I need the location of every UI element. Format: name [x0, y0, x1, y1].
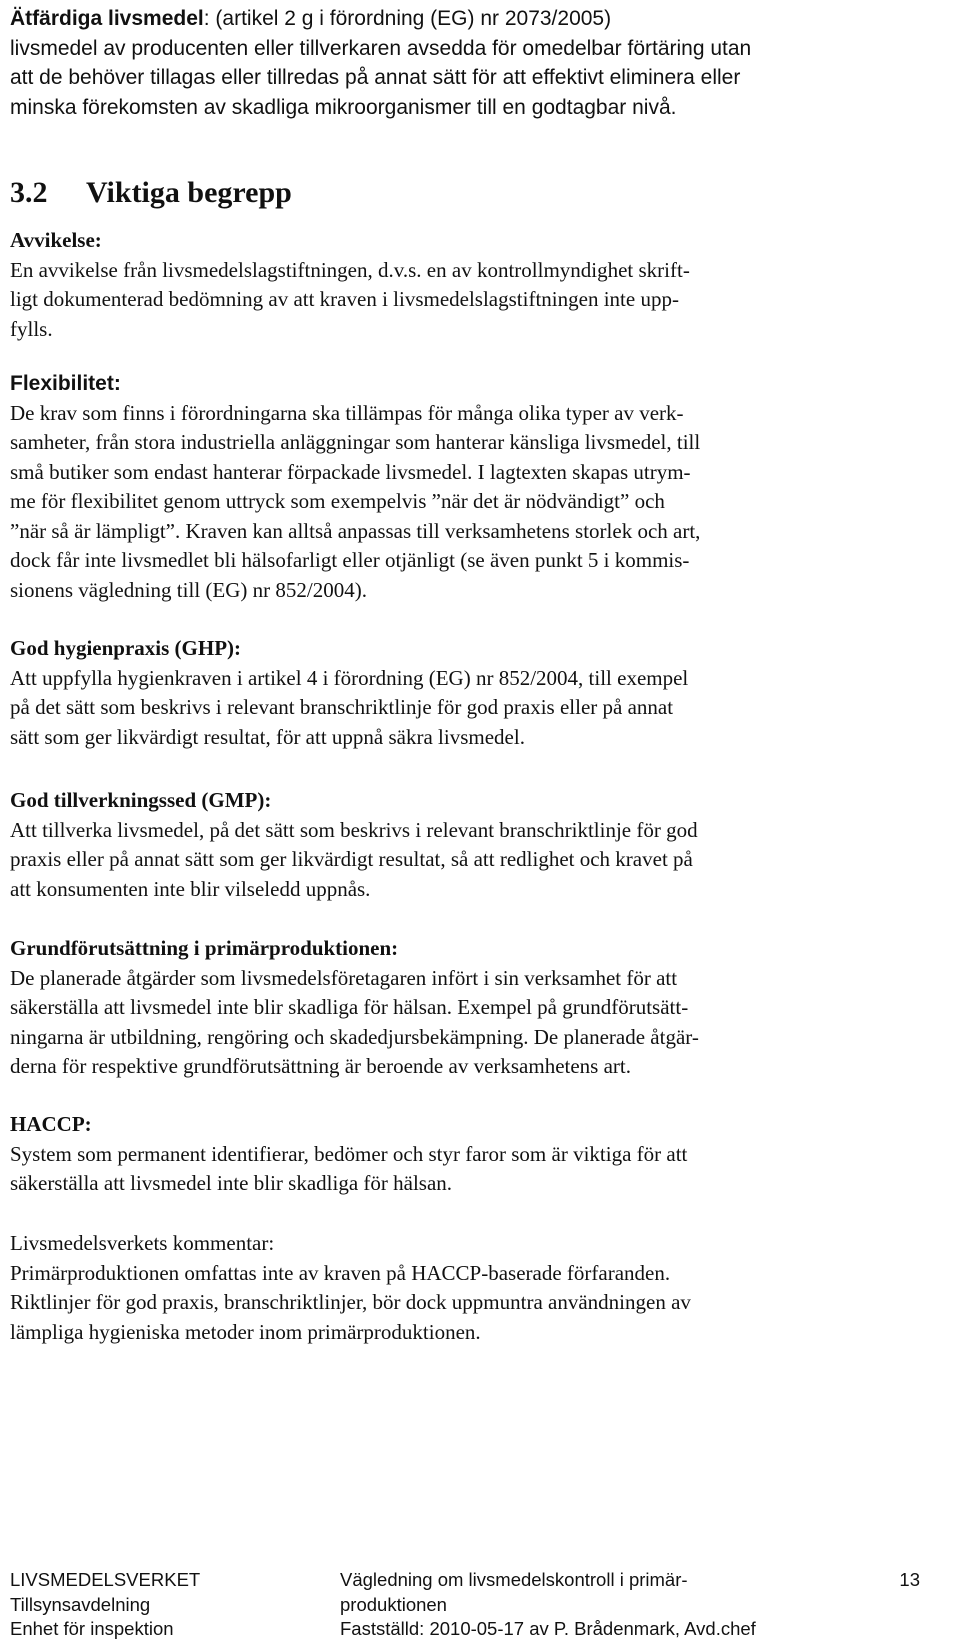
footer-doc-title-1: Vägledning om livsmedelskontroll i primär-	[340, 1569, 688, 1590]
flexibilitet-line-3: me för flexibilitet genom uttryck som exempelvis ”när det är nödvändigt” och	[10, 489, 665, 513]
intro-line-2: att de behöver tillagas eller tillredas på annat sätt för att effektivt eliminera eller	[10, 66, 741, 89]
flexibilitet-line-6: sionens vägledning till (EG) nr 852/2004).	[10, 577, 367, 602]
section-heading	[10, 175, 910, 211]
definition-haccp	[10, 1110, 910, 1199]
comment-block	[10, 1229, 910, 1347]
definition-grundforutsattning	[10, 934, 910, 1082]
comment-heading: Livsmedelsverkets kommentar:	[10, 1231, 275, 1255]
intro-line-3: minska förekomsten av skadliga mikroorganismer till en godtagbar nivå.	[10, 95, 677, 119]
grund-line-0: De planerade åtgärder som livsmedelsföretagaren infört i sin verksamhet för att	[10, 965, 678, 990]
ghp-line-0: Att uppfylla hygienkraven i artikel 4 i förordning (EG) nr 852/2004, till exempel	[10, 665, 689, 690]
definition-avvikelse	[10, 226, 910, 344]
gmp-line-2: att konsumenten inte blir vilseledd uppnås.	[10, 876, 371, 901]
intro-term: Ätfärdiga livsmedel	[10, 7, 204, 30]
term-ghp: God hygienpraxis (GHP):	[10, 636, 242, 660]
footer-page-number: 13	[899, 1569, 920, 1590]
grund-line-3: derna för respektive grundförutsättning är beroende av verksamhetens art.	[10, 1054, 632, 1078]
comment-line-1: Riktlinjer för god praxis, branschriktlinjer, bör dock uppmuntra användningen av	[10, 1290, 691, 1314]
haccp-line-1: säkerställa att livsmedel inte blir skadliga för hälsan.	[10, 1171, 453, 1195]
grund-line-1: säkerställa att livsmedel inte blir skadliga för hälsan. Exempel på grundförutsätt-	[10, 995, 689, 1019]
footer-dept: Tillsynsavdelning	[10, 1593, 151, 1615]
section-title: 3.2 Viktiga begrepp	[10, 176, 292, 209]
definition-flexibilitet	[10, 369, 910, 605]
footer-approved: Fastställd: 2010-05-17 av P. Brådenmark, Avd.chef	[340, 1618, 756, 1639]
term-grundforutsattning: Grundförutsättning i primärproduktionen:	[10, 936, 399, 960]
term-gmp: God tillverkningssed (GMP):	[10, 788, 272, 812]
flexibilitet-line-5: dock får inte livsmedlet bli hälsofarligt eller otjänligt (se även punkt 5 i kommis-	[10, 548, 690, 572]
avvikelse-line-1: ligt dokumenterad bedömning av att kraven i livsmedelslagstiftningen inte upp-	[10, 287, 679, 311]
definition-gmp	[10, 786, 910, 904]
footer-unit: Enhet för inspektion	[10, 1618, 174, 1639]
term-haccp: HACCP:	[10, 1112, 92, 1136]
section-number: 3.2	[10, 176, 48, 209]
term-flexibilitet: Flexibilitet:	[10, 372, 121, 395]
intro-line-1: livsmedel av producenten eller tillverkaren avsedda för omedelbar förtäring utan	[10, 36, 752, 60]
gmp-line-1: praxis eller på annat sätt som ger likvärdigt resultat, så att redlighet och kravet på	[10, 847, 693, 871]
flexibilitet-line-0: De krav som finns i förordningarna ska tillämpas för många olika typer av verk-	[10, 400, 684, 425]
gmp-line-0: Att tillverka livsmedel, på det sätt som beskrivs i relevant branschriktlinje för god	[10, 817, 698, 842]
grund-line-2: ningarna är utbildning, rengöring och skadedjursbekämpning. De planerade åtgär-	[10, 1024, 699, 1049]
footer-org-block	[10, 1568, 300, 1642]
intro-paragraph	[10, 4, 910, 122]
intro-line-0: Ätfärdiga livsmedel: (artikel 2 g i förordning (EG) nr 2073/2005)	[10, 7, 612, 30]
flexibilitet-line-2: små butiker som endast hanterar förpackade livsmedel. I lagtexten skapas utrym-	[10, 459, 691, 484]
avvikelse-line-2: fylls.	[10, 316, 53, 341]
footer-org: LIVSMEDELSVERKET	[10, 1569, 201, 1590]
avvikelse-line-0: En avvikelse från livsmedelslagstiftningen, d.v.s. en av kontrollmyndighet skrift-	[10, 257, 690, 282]
footer-doc-title-2: produktionen	[340, 1593, 447, 1615]
term-avvikelse: Avvikelse:	[10, 228, 102, 252]
ghp-line-1: på det sätt som beskrivs i relevant branschriktlinje för god praxis eller på annat	[10, 695, 674, 719]
haccp-line-0: System som permanent identifierar, bedömer och styr faror som är viktiga för att	[10, 1141, 688, 1166]
footer-doc-block	[340, 1568, 820, 1642]
definition-ghp	[10, 634, 910, 752]
comment-line-2: lämpliga hygieniska metoder inom primärproduktionen.	[10, 1319, 481, 1344]
comment-line-0: Primärproduktionen omfattas inte av kraven på HACCP-baserade förfaranden.	[10, 1260, 671, 1285]
flexibilitet-line-1: samheter, från stora industriella anläggningar som hanterar känsliga livsmedel, till	[10, 430, 701, 454]
ghp-line-2: sätt som ger likvärdigt resultat, för att uppnå säkra livsmedel.	[10, 724, 525, 749]
flexibilitet-line-4: ”när så är lämpligt”. Kraven kan alltså anpassas till verksamhetens storlek och art,	[10, 518, 701, 543]
